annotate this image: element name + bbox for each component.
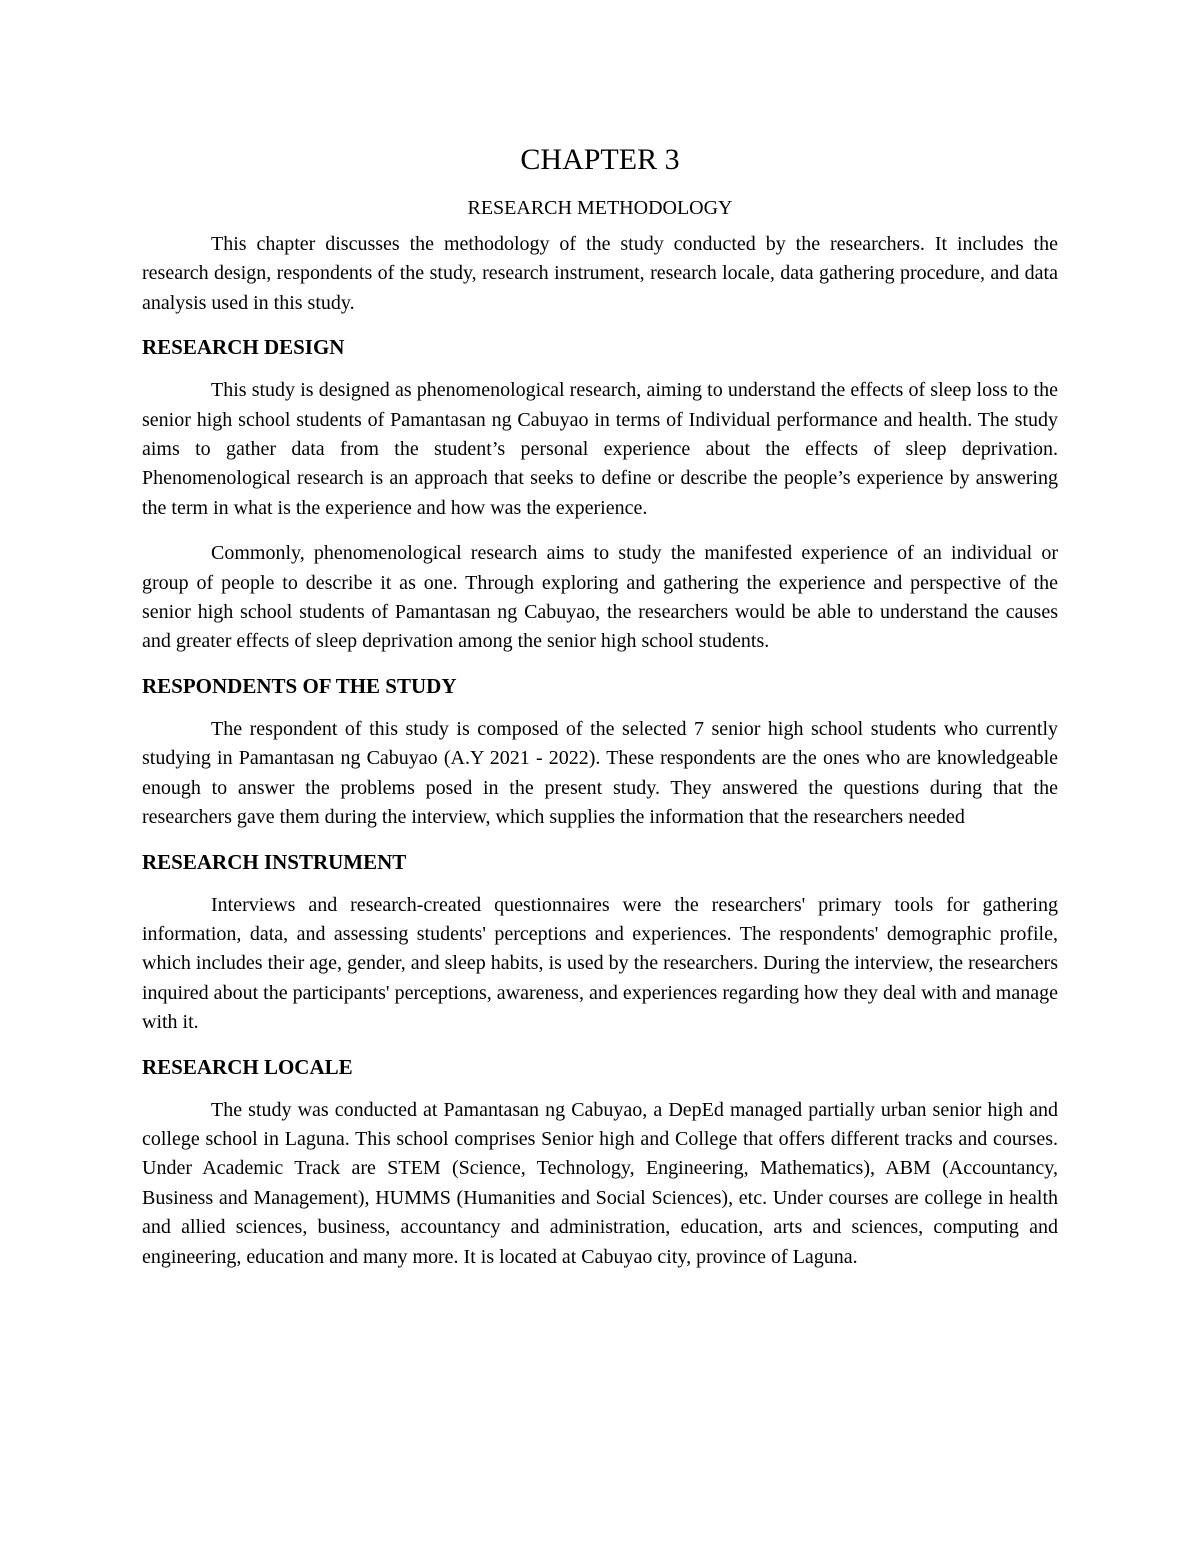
section-heading: RESEARCH LOCALE — [142, 1054, 353, 1079]
intro-paragraph: This chapter discusses the methodology of the study conducted by the researchers. It includes the research design, respondents of the study, research instrument, research locale, data gathering procedure, and data analysis used in this study. — [142, 233, 1058, 314]
document-page — [142, 140, 1058, 1272]
section-heading: RESEARCH INSTRUMENT — [142, 849, 407, 874]
section-respondents — [142, 671, 1058, 833]
paragraph: The study was conducted at Pamantasan ng Cabuyao, a DepEd managed partially urban senior high and college school in Laguna. This school comprises Senior high and College that offers different tracks and courses. Under Academic Track are STEM (Science, Technology, Engineering, Mathematics), ABM (Accountancy, Business and Management), HUMMS (Humanities and Social Sciences), etc. Under courses are college in health and allied sciences, business, accountancy and administration, education, arts and sciences, computing and engineering, education and many more. It is located at Cabuyao city, province of Laguna. — [142, 1098, 1058, 1268]
paragraph: Commonly, phenomenological research aims to study the manifested experience of an individual or group of people to describe it as one. Through exploring and gathering the experience and perspective of the senior high school students of Pamantasan ng Cabuyao, the researchers would be able to understand the causes and greater effects of sleep deprivation among the senior high school students. — [142, 542, 1058, 653]
paragraph: This study is designed as phenomenological research, aiming to understand the effects of sleep loss to the senior high school students of Pamantasan ng Cabuyao in terms of Individual performance and health. The study aims to gather data from the student’s personal experience about the effects of sleep deprivation. Phenomenological research is an approach that seeks to define or describe the people’s experience by answering the term in what is the experience and how was the experience. — [142, 379, 1058, 519]
paragraph: The respondent of this study is composed of the selected 7 senior high school students who currently studying in Pamantasan ng Cabuyao (A.Y 2021 - 2022). These respondents are the ones who are knowledgeable enough to answer the problems posed in the present study. They answered the questions during that the researchers gave them during the interview, which supplies the information that the researchers needed — [142, 717, 1058, 829]
section-research-locale — [142, 1052, 1058, 1272]
section-research-instrument — [142, 847, 1058, 1038]
chapter-title: CHAPTER 3 — [520, 143, 680, 176]
section-research-design — [142, 332, 1058, 657]
section-heading: RESPONDENTS OF THE STUDY — [142, 673, 457, 698]
chapter-subtitle: RESEARCH METHODOLOGY — [467, 197, 733, 219]
section-heading: RESEARCH DESIGN — [142, 335, 345, 360]
paragraph: Interviews and research-created questionnaires were the researchers' primary tools for gathering information, data, and assessing students' perceptions and experiences. The respondents' demographic profile, which includes their age, gender, and sleep habits, is used by the researchers. During the interview, the researchers inquired about the participants' perceptions, awareness, and experiences regarding how they deal with and manage with it. — [142, 893, 1058, 1034]
